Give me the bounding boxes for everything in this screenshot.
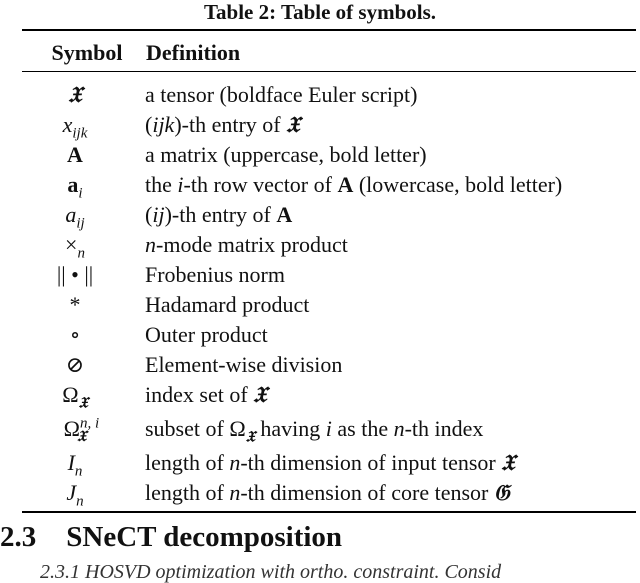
definition-cell: length of n-th dimension of input tensor 𝔛 <box>145 450 515 476</box>
table-top-rule <box>22 29 636 31</box>
table-header-rule <box>22 71 636 72</box>
table-row <box>0 478 640 508</box>
symbol-cell: ∘ <box>69 322 81 347</box>
symbol-cell: || • || <box>56 262 94 287</box>
definition-cell: a matrix (uppercase, bold letter) <box>145 142 427 167</box>
symbol-cell: A <box>67 142 83 167</box>
subsection-heading-cutoff: 2.3.1 HOSVD optimization with ortho. constraint. Consid <box>40 561 502 583</box>
definition-cell: Element-wise division <box>145 352 343 377</box>
symbol-cell: * <box>69 292 81 317</box>
table-caption: Table 2: Table of symbols. <box>203 0 437 24</box>
symbol-cell: Ω$^{n, i}_𝔛$ <box>63 415 100 446</box>
section-heading <box>0 520 342 554</box>
definition-cell: a tensor (boldface Euler script) <box>145 82 418 107</box>
symbol-cell: ⊘ <box>65 352 85 377</box>
symbol-cell: $a_i$ <box>67 172 83 202</box>
table-row <box>0 140 640 170</box>
definition-cell: subset of $\Omega_𝔛$ having i as the n-th index <box>145 416 484 446</box>
table-row <box>0 290 640 320</box>
table-row <box>0 320 640 350</box>
table-row <box>0 80 640 110</box>
definition-cell: Outer product <box>145 322 268 347</box>
section-title: SNeCT decomposition <box>66 521 343 553</box>
symbol-cell: $J_n$ <box>66 480 84 510</box>
definition-cell: index set of 𝔛 <box>145 382 267 408</box>
definition-cell: (ijk)-th entry of 𝔛 <box>145 112 300 138</box>
symbol-cell: $I_n$ <box>67 450 83 480</box>
table-row <box>0 448 640 478</box>
table-row <box>0 350 640 380</box>
table-row <box>0 110 640 140</box>
section-number: 2.3 <box>0 521 37 553</box>
definition-cell: Frobenius norm <box>145 262 285 287</box>
definition-cell: n-mode matrix product <box>145 232 348 257</box>
symbol-cell: $\Omega_𝔛$ <box>62 382 88 412</box>
symbol-cell: 𝔛 <box>68 82 82 108</box>
header-symbol: Symbol <box>51 40 123 65</box>
table-row <box>0 414 640 444</box>
table-row <box>0 260 640 290</box>
table-row <box>0 380 640 410</box>
symbol-cell: $\times_n$ <box>65 232 85 262</box>
symbol-cell: $x_{ijk}$ <box>62 112 88 142</box>
table-row <box>0 230 640 260</box>
table-row <box>0 170 640 200</box>
table-bottom-rule <box>22 511 636 513</box>
definition-cell: length of n-th dimension of core tensor 𝔊 <box>145 480 510 506</box>
definition-cell: (ij)-th entry of A <box>145 202 293 227</box>
definition-cell: Hadamard product <box>145 292 310 317</box>
symbol-cell: $a_{ij}$ <box>65 202 85 232</box>
definition-cell: the i-th row vector of A (lowercase, bold letter) <box>145 172 563 197</box>
header-definition: Definition <box>146 40 241 65</box>
table-row <box>0 200 640 230</box>
